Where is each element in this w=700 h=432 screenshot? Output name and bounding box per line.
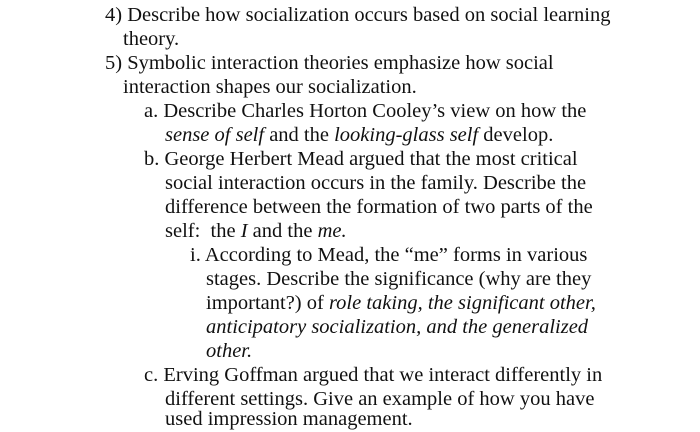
question-5a-line-2 — [165, 123, 553, 147]
question-4-line-1: 4) Describe how socialization occurs based on social learning — [105, 4, 611, 26]
question-5b-line-2: social interaction occurs in the family. Describe the — [165, 172, 587, 194]
question-5a-line-1: a. Describe Charles Horton Cooley’s view on how the — [144, 100, 587, 122]
question-5b-line-1: b. George Herbert Mead argued that the most critical — [144, 148, 578, 170]
term-me: me. — [317, 220, 347, 242]
question-5bi-line-5 — [206, 339, 252, 363]
term-looking-glass-self: looking-glass self — [334, 124, 479, 146]
term-other: other. — [206, 340, 253, 362]
question-5c-line-1: c. Erving Goffman argued that we interact differently in — [144, 364, 603, 386]
question-5bi-line-4 — [206, 315, 588, 339]
question-5b-line-4 — [165, 219, 347, 243]
question-5c-line-3: used impression management. — [165, 408, 413, 430]
question-5-line-2: interaction shapes our socialization. — [123, 76, 417, 98]
question-5bi-line-3 — [206, 291, 596, 315]
term-sense-of-self: sense of self — [165, 124, 265, 146]
question-5bi-important: important?) of — [206, 292, 329, 314]
question-4-line-2: theory. — [123, 28, 180, 50]
question-5c-line-2: different settings. Give an example of how you have — [165, 388, 595, 410]
question-5a-connector: and the — [264, 124, 335, 146]
terms-role-taking-significant-other: role taking, the significant other, — [328, 292, 596, 314]
term-i: I — [240, 220, 248, 242]
question-5bi-line-2: stages. Describe the significance (why are they — [206, 268, 592, 290]
question-5b-self-label: self: the — [165, 220, 241, 242]
question-5b-line-3: difference between the formation of two parts of the — [165, 196, 593, 218]
question-5a-ending: develop. — [478, 124, 554, 146]
terms-anticipatory-generalized: anticipatory socialization, and the generalized — [206, 316, 589, 338]
question-5bi-line-1: i. According to Mead, the “me” forms in various — [190, 244, 588, 266]
question-5b-and: and the — [247, 220, 318, 242]
question-5-line-1: 5) Symbolic interaction theories emphasize how social — [105, 52, 554, 74]
